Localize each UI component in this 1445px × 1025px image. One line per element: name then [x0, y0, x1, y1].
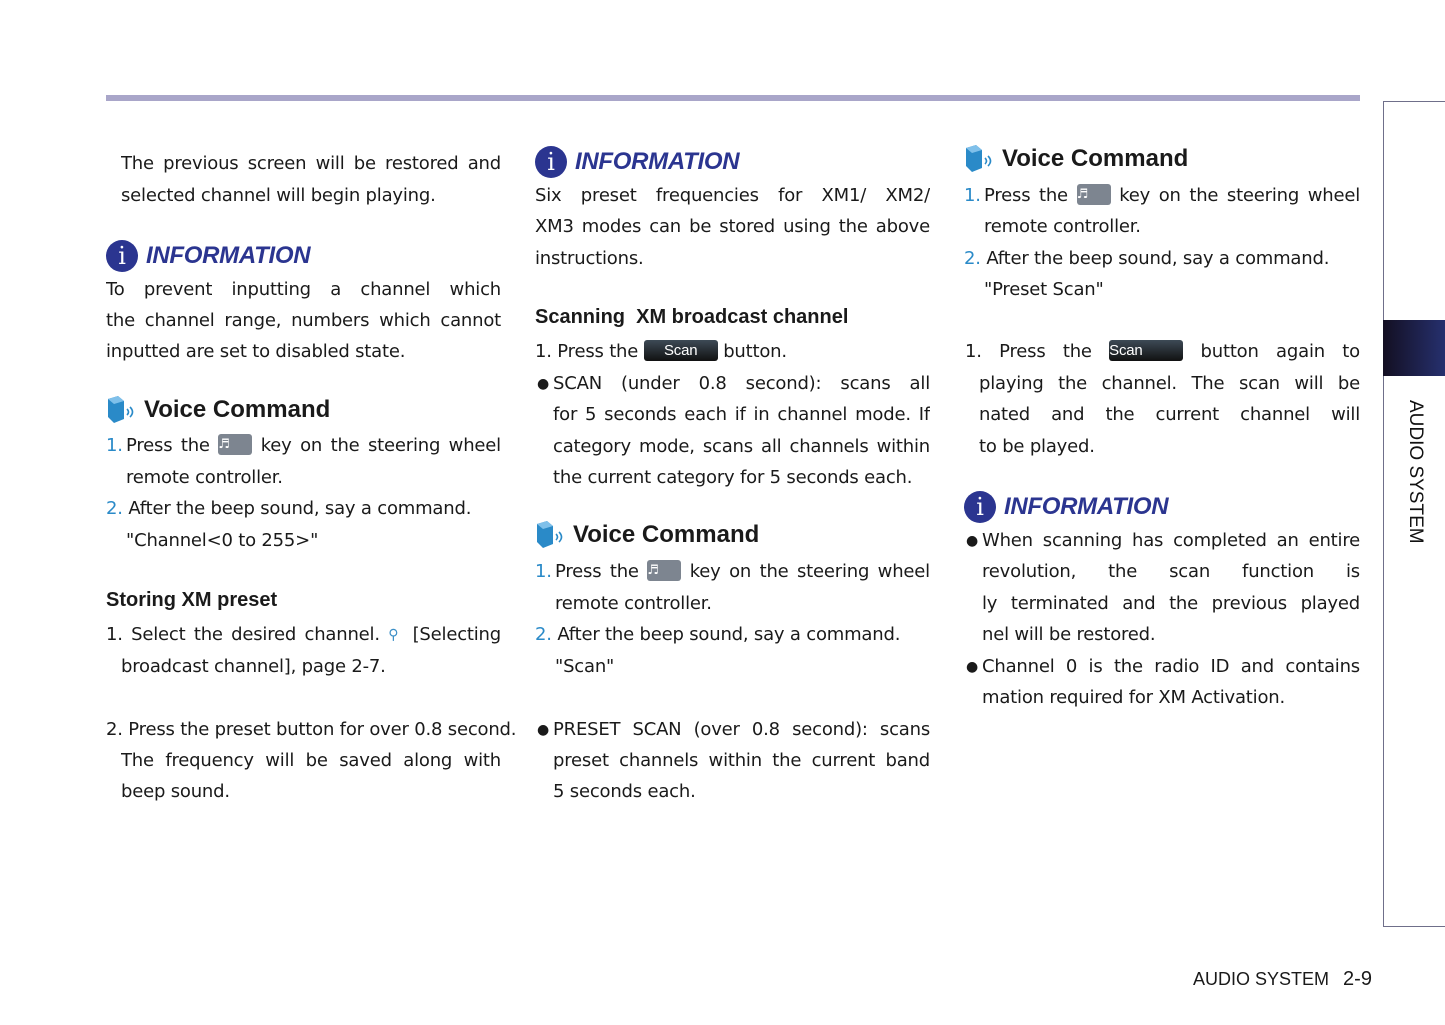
text-line: 1. Select the desired channel. ⚲ [Selecting [106, 624, 501, 645]
information-title: INFORMATION [575, 148, 740, 175]
text-line: 1. Press the Scan button. [535, 341, 787, 362]
voice-command-icon [964, 144, 996, 174]
voice-key-icon: ♬ [1077, 184, 1111, 205]
voice-command-icon [535, 520, 567, 550]
page-number: 2-9 [1343, 968, 1372, 990]
reference-icon: ⚲ [388, 627, 399, 643]
text-line: instructions. [535, 248, 644, 269]
bullet-icon: ● [537, 376, 550, 392]
text-line: remote controller. [126, 467, 283, 488]
text-line: 2. Press the preset button for over 0.8 second. [106, 719, 517, 740]
text-line: nated and the current channel will [979, 404, 1360, 425]
voice-key-icon: ♬ [218, 434, 252, 455]
information-title: INFORMATION [1004, 493, 1169, 520]
information-title: INFORMATION [146, 242, 311, 269]
text-line: Channel 0 is the radio ID and contains [982, 656, 1360, 677]
text-line: preset channels within the current band [553, 750, 930, 771]
text-line: The previous screen will be restored and [121, 153, 501, 174]
voice-key-icon: ♬ [647, 560, 681, 581]
text-line: playing the channel. The scan will be [979, 373, 1360, 394]
text-line: beep sound. [121, 781, 230, 802]
text-line: 5 seconds each. [553, 781, 696, 802]
text-line: XM3 modes can be stored using the above [535, 216, 930, 237]
information-heading [964, 490, 1168, 524]
voice-command-title: Voice Command [144, 396, 331, 423]
voice-command-heading [106, 393, 330, 427]
text-line: remote controller. [555, 593, 712, 614]
text-line: SCAN (under 0.8 second): scans all [553, 373, 930, 394]
info-icon: i [106, 240, 138, 272]
text-line: for 5 seconds each if in channel mode. If [553, 404, 930, 425]
text-line: Press the ♬ key on the steering wheel [555, 561, 930, 582]
text-line: selected channel will begin playing. [121, 185, 436, 206]
text-line: broadcast channel], page 2-7. [121, 656, 386, 677]
voice-command-phrase: "Channel<0 to 255>" [126, 530, 319, 551]
text-line: revolution, the scan function is [982, 561, 1360, 582]
text-line: 2. After the beep sound, say a command. [964, 248, 1330, 269]
chapter-tab-marker [1383, 320, 1445, 376]
text-line: To prevent inputting a channel which [106, 279, 501, 300]
text-line: mation required for XM Activation. [982, 687, 1285, 708]
text-line: 1. Press the Scan button again to [965, 341, 1360, 362]
text-line: 2. After the beep sound, say a command. [535, 624, 901, 645]
scan-button-icon: Scan [644, 340, 718, 361]
bullet-icon: ● [537, 722, 550, 738]
step-number: 1. [964, 185, 981, 206]
info-icon: i [535, 146, 567, 178]
header-rule [106, 95, 1360, 101]
page-footer [1193, 968, 1372, 991]
text-line: 2. After the beep sound, say a command. [106, 498, 472, 519]
bullet-icon: ● [966, 659, 979, 675]
voice-command-heading [535, 518, 759, 552]
text-line: nel will be restored. [982, 624, 1156, 645]
information-heading [106, 239, 310, 273]
information-heading [535, 145, 739, 179]
chapter-tab-label: AUDIO SYSTEM [1405, 400, 1426, 544]
section-title: Storing XM preset [106, 589, 278, 611]
text-line: Six preset frequencies for XM1/ XM2/ [535, 185, 930, 206]
step-number: 1. [535, 561, 552, 582]
scan-button-icon: Scan [1109, 340, 1183, 361]
text-line: to be played. [979, 436, 1095, 457]
text-line: ly terminated and the previous played [982, 593, 1360, 614]
text-line: PRESET SCAN (over 0.8 second): scans [553, 719, 930, 740]
footer-section: AUDIO SYSTEM [1193, 969, 1330, 989]
text-line: When scanning has completed an entire [982, 530, 1360, 551]
step-number: 1. [106, 435, 123, 456]
voice-command-phrase: "Scan" [555, 656, 615, 677]
section-title: Scanning XM broadcast channel [535, 306, 849, 328]
voice-command-title: Voice Command [1002, 145, 1189, 172]
text-line: The frequency will be saved along with [121, 750, 501, 771]
text-line: Press the ♬ key on the steering wheel [126, 435, 501, 456]
voice-command-icon [106, 395, 138, 425]
voice-command-title: Voice Command [573, 521, 760, 548]
text-line: inputted are set to disabled state. [106, 341, 406, 362]
text-line: category mode, scans all channels within [553, 436, 930, 457]
text-line: the channel range, numbers which cannot [106, 310, 501, 331]
text-line: Press the ♬ key on the steering wheel [984, 185, 1360, 206]
text-line: the current category for 5 seconds each. [553, 467, 913, 488]
voice-command-heading [964, 142, 1188, 176]
info-icon: i [964, 491, 996, 523]
text-line: remote controller. [984, 216, 1141, 237]
bullet-icon: ● [966, 533, 979, 549]
voice-command-phrase: "Preset Scan" [984, 279, 1104, 300]
